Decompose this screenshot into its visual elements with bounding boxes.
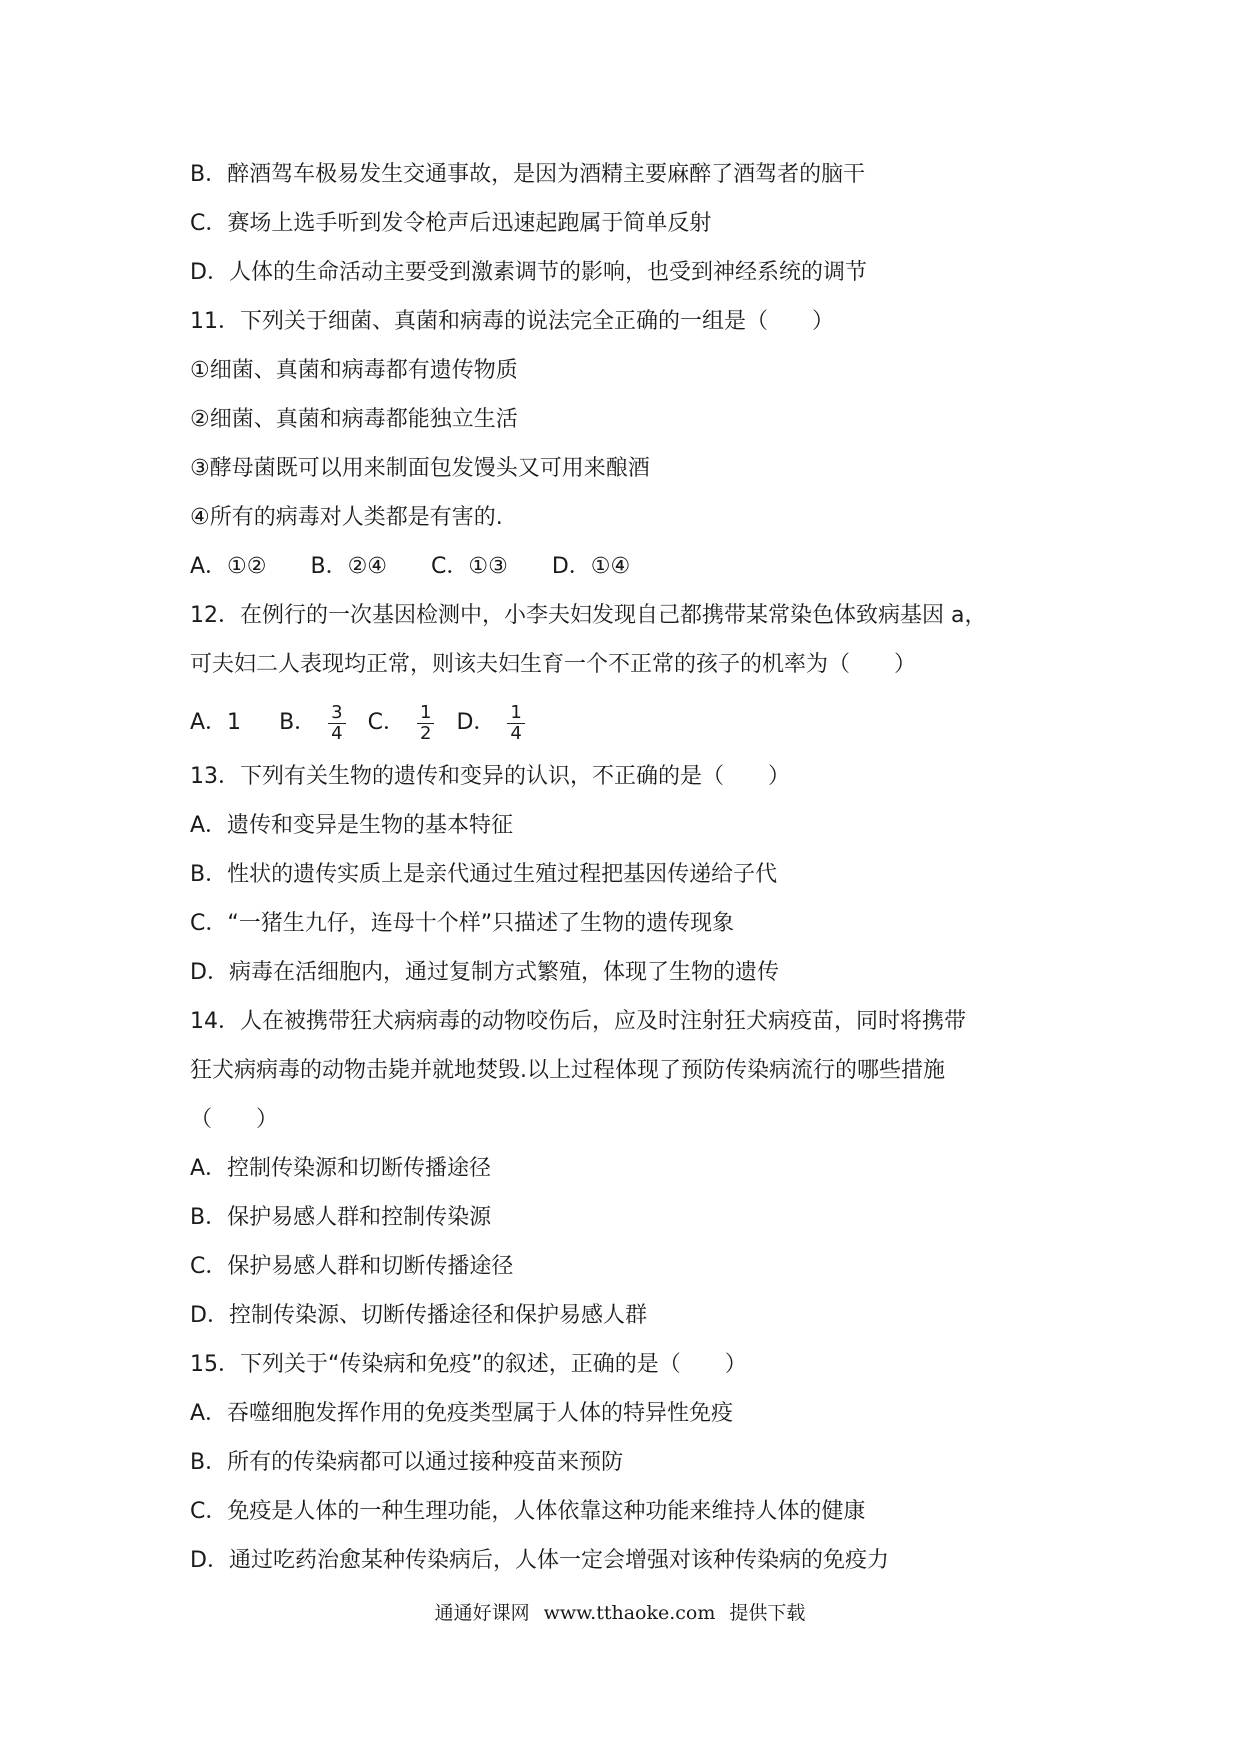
fraction-numerator: 1 xyxy=(419,701,432,723)
q12-option-b-label: B． xyxy=(279,710,317,735)
q12-option-c-fraction xyxy=(417,703,434,744)
q12-option-c-label: C． xyxy=(367,710,405,735)
q13-option-b: B．性状的遗传实质上是亲代通过生殖过程把基因传递给子代 xyxy=(190,862,778,887)
q14-option-d: D．控制传染源、切断传播途径和保护易感人群 xyxy=(190,1303,647,1328)
q13-option-d: D．病毒在活细胞内，通过复制方式繁殖，体现了生物的遗传 xyxy=(190,960,779,985)
q12-options xyxy=(190,697,547,749)
q11-options: A．①② B．②④ C．①③ D．①④ xyxy=(190,554,631,579)
q11-statement-4: ④所有的病毒对人类都是有害的. xyxy=(190,505,503,530)
q11-stem: 11．下列关于细菌、真菌和病毒的说法完全正确的一组是（ ） xyxy=(190,309,834,334)
q15-option-a: A．吞噬细胞发挥作用的免疫类型属于人体的特异性免疫 xyxy=(190,1401,734,1426)
q12-stem-line-2: 可夫妇二人表现均正常，则该夫妇生育一个不正常的孩子的机率为（ ） xyxy=(190,652,917,677)
footer-note: 提供下载 xyxy=(729,1602,806,1624)
footer-site-name: 通通好课网 xyxy=(434,1602,530,1624)
q11-statement-1: ①细菌、真菌和病毒都有遗传物质 xyxy=(190,358,518,383)
q14-stem-line-1: 14．人在被携带狂犬病病毒的动物咬伤后，应及时注射狂犬病疫苗，同时将携带 xyxy=(190,1009,966,1034)
q15-option-d: D．通过吃药治愈某种传染病后，人体一定会增强对该种传染病的免疫力 xyxy=(190,1548,889,1573)
q14-option-b: B．保护易感人群和控制传染源 xyxy=(190,1205,492,1230)
q13-option-c: C．“一猪生九仔，连母十个样”只描述了生物的遗传现象 xyxy=(190,911,735,936)
footer-url-link[interactable]: www.tthaoke.com xyxy=(543,1602,716,1624)
q11-statement-3: ③酵母菌既可以用来制面包发馒头又可用来酿酒 xyxy=(190,456,650,481)
q15-option-b: B．所有的传染病都可以通过接种疫苗来预防 xyxy=(190,1450,624,1475)
q12-option-a: A．1 xyxy=(190,710,242,735)
q14-stem-line-3: （ ） xyxy=(190,1107,279,1132)
q11-statement-2: ②细菌、真菌和病毒都能独立生活 xyxy=(190,407,518,432)
q12-stem-line-1: 12．在例行的一次基因检测中，小李夫妇发现自己都携带某常染色体致病基因 a， xyxy=(190,603,987,628)
q15-option-c: C．免疫是人体的一种生理功能，人体依靠这种功能来维持人体的健康 xyxy=(190,1499,866,1524)
q14-option-a: A．控制传染源和切断传播途径 xyxy=(190,1156,492,1181)
fraction-denominator: 4 xyxy=(510,722,522,744)
q10-option-d: D．人体的生命活动主要受到激素调节的影响，也受到神经系统的调节 xyxy=(190,260,867,285)
q12-option-d-fraction xyxy=(507,703,524,744)
q12-option-d-label: D． xyxy=(456,710,496,735)
fraction-denominator: 4 xyxy=(331,722,343,744)
q15-stem: 15．下列关于“传染病和免疫”的叙述，正确的是（ ） xyxy=(190,1352,747,1377)
q14-stem-line-2: 狂犬病病毒的动物击毙并就地焚毁.以上过程体现了预防传染病流行的哪些措施 xyxy=(190,1058,945,1083)
fraction-denominator: 2 xyxy=(419,722,432,744)
q10-option-c: C．赛场上选手听到发令枪声后迅速起跑属于简单反射 xyxy=(190,211,712,236)
q10-option-b: B．醉酒驾车极易发生交通事故，是因为酒精主要麻醉了酒驾者的脑干 xyxy=(190,162,866,187)
q14-option-c: C．保护易感人群和切断传播途径 xyxy=(190,1254,514,1279)
fraction-numerator: 3 xyxy=(331,701,343,723)
q12-option-b-fraction xyxy=(328,703,345,744)
q13-option-a: A．遗传和变异是生物的基本特征 xyxy=(190,813,514,838)
q13-stem: 13．下列有关生物的遗传和变异的认识，不正确的是（ ） xyxy=(190,764,790,789)
fraction-numerator: 1 xyxy=(510,701,522,723)
page-footer xyxy=(0,1600,1240,1626)
